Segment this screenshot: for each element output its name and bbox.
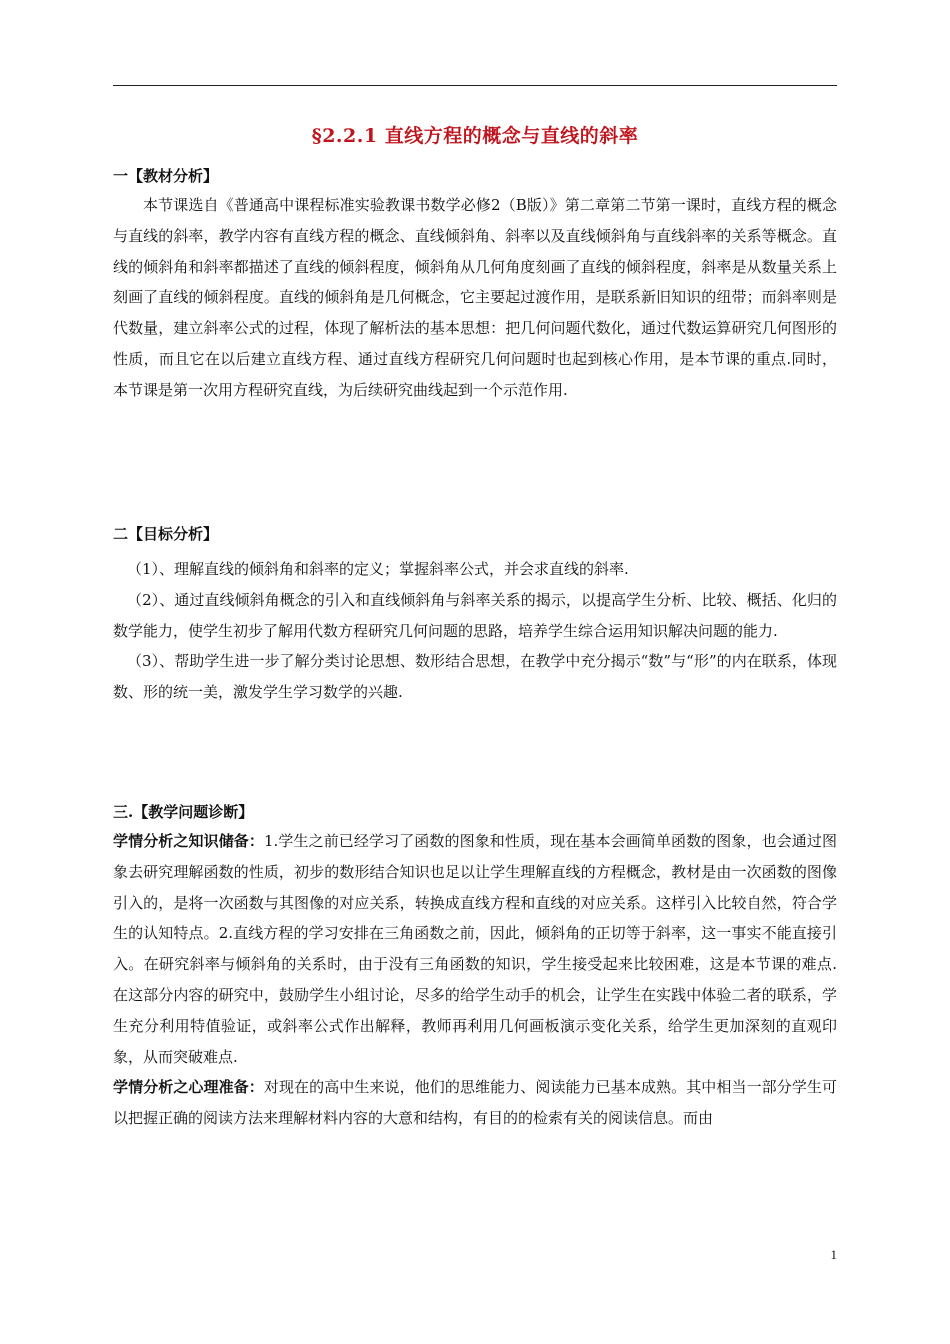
section-goal-analysis [113,520,837,708]
paragraph: 本节课选自《普通高中课程标准实验教课书数学必修2（B版）》第二章第二节第一课时，直线方程的概念与直线的斜率，教学内容有直线方程的概念、直线倾斜角、斜率以及直线倾斜角与直线斜率的关系等概念。直线的倾斜角和斜率都描述了直线的倾斜程度，倾斜角从几何角度刻画了直线的倾斜程度，斜率是从数量关系上刻画了直线的倾斜程度。直线的倾斜角是几何概念，它主要起过渡作用，是联系新旧知识的纽带；而斜率则是代数量，建立斜率公式的过程，体现了解析法的基本思想：把几何问题代数化，通过代数运算研究几何图形的性质，而且它在以后建立直线方程、通过直线方程研究几何问题时也起到核心作用，是本节课的重点.同时，本节课是第一次用方程研究直线，为后续研究曲线起到一个示范作用. [113,196,837,399]
paragraph-text: 对现在的高中生来说，他们的思维能力、阅读能力已基本成熟。其中相当一部分学生可以把握正确的阅读方法来理解材料内容的大意和结构，有目的的检索有关的阅读信息。而由 [113,1078,837,1128]
paragraph-lead: 学情分析之知识储备： [113,832,264,850]
knowledge-paragraph [113,826,837,1072]
section-heading: 一【教材分析】 [113,167,219,185]
section-textbook-analysis [113,162,837,406]
paragraph-lead: 学情分析之心理准备： [113,1078,264,1097]
section-heading: 三.【教学问题诊断】 [113,803,254,821]
paragraph-text: 1.学生之前已经学习了函数的图象和性质，现在基本会画简单函数的图象，也会通过图象去研究理解函数的性质，初步的数形结合知识也足以让学生理解直线的方程概念，教材是由一次函数的图像引入的，是将一次函数与其图像的对应关系，转换成直线方程和直线的对应关系。这样引入比较自然，符合学生的认知特点。2.直线方程的学习安排在三角函数之前，因此，倾斜角的正切等于斜率，这一事实不能直接引入。在研究斜率与倾斜角的关系时，由于没有三角函数的知识，学生接受起来比较困难，这是本节课的难点.在这部分内容的研究中，鼓励学生小组讨论，尽多的给学生动手的机会，让学生在实践中体验二者的联系，学生充分利用特值验证，或斜率公式作出解释，教师再利用几何画板演示变化关系，给学生更加深刻的直观印象，从而突破难点. [113,832,837,1066]
page-number: 1 [830,1247,837,1262]
goal-item-2: （2）、通过直线倾斜角概念的引入和直线倾斜角与斜率关系的揭示，以提高学生分析、比较、概括、化归的数学能力，使学生初步了解用代数方程研究几何问题的思路，培养学生综合运用知识解决问题的能力. [113,590,837,640]
header-rule [113,85,837,86]
psychology-paragraph [113,1072,837,1134]
section-heading: 二【目标分析】 [113,525,219,543]
goal-item-3: （3）、帮助学生进一步了解分类讨论思想、数形结合思想，在教学中充分揭示“数”与“形”的内在联系，体现数、形的统一美，激发学生学习数学的兴趣. [113,652,837,702]
section-problem-diagnosis [113,798,837,1134]
goal-item-1: （1）、理解直线的倾斜角和斜率的定义；掌握斜率公式，并会求直线的斜率. [127,560,629,578]
document-title: §2.2.1 直线方程的概念与直线的斜率 [311,125,639,147]
